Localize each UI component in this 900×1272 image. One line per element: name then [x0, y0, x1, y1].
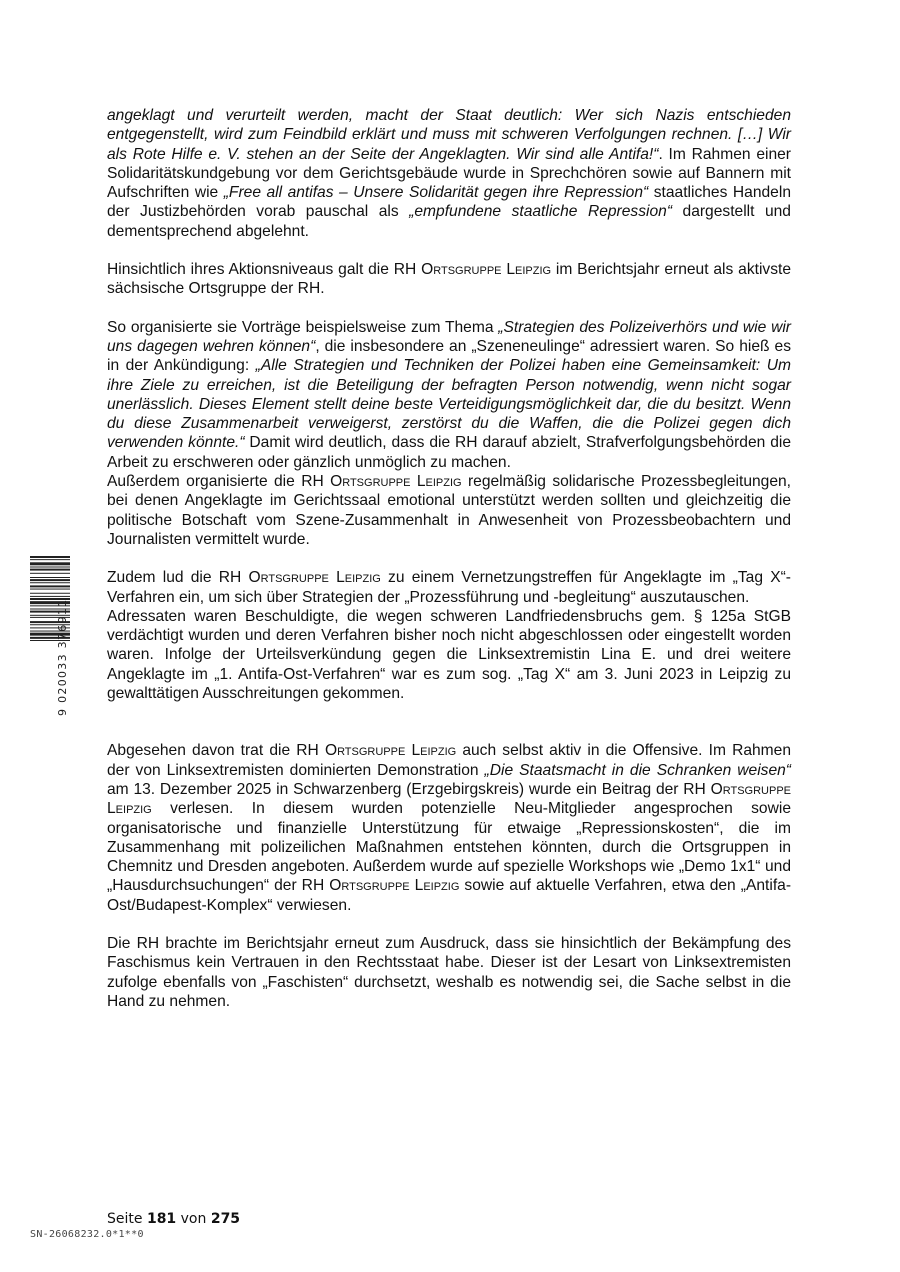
barcode-digits: 9 020033 376911: [56, 598, 69, 716]
barcode-bar: [30, 569, 70, 571]
barcode-bar: [30, 579, 70, 581]
italic-quote: „Alle Strategien und Techniken der Polizei haben eine Gemeinsamkeit: Um ihre Ziele zu erreichen, ist die Beteiligung der befragten Person notwendig, wenn nicht sogar unerlässlich. Dieses Element stellt deine beste Verteidigungsmöglichkeit dar, die du besitzt. Wenn du diese Zusammenarbeit verweigerst, zerstörst du die Waffen, die die Polizei gegen dich verwenden könnte.“: [107, 357, 791, 452]
text-run: dargestellt und dementsprechend abgelehnt.: [107, 203, 791, 240]
text-run: Abgesehen davon trat die RH: [107, 742, 325, 760]
page-current: 181: [146, 1211, 177, 1227]
page-total: 275: [210, 1211, 241, 1227]
paragraph-p5: [107, 568, 791, 607]
barcode-bar: [30, 589, 70, 590]
barcode-bar: [30, 593, 70, 594]
text-run: staatliches Handeln der Justizbehörden vorab pauschal als: [107, 184, 791, 221]
text-run: auch selbst aktiv in die Offensive. Im Rahmen der von Linksextremisten dominierten Demonstration: [107, 742, 792, 779]
paragraph-gap: [107, 915, 791, 934]
barcode-bar: [30, 596, 70, 597]
italic-quote: „empfundene staatliche Repression“: [409, 203, 673, 221]
paragraph-p8: [107, 934, 791, 1011]
text-run: So organisierte sie Vorträge beispielsweise zum Thema: [107, 318, 499, 336]
text-run: , die insbesondere an „Szeneneulinge“ adressiert waren. So hieß es in der Ankündigung:: [107, 337, 792, 375]
text-run: verlesen. In diesem wurden potenzielle Neu-Mitglieder angesprochen sowie organisatorische und finanzielle Unterstützung für etwaige „Repressionskosten“, die im Zusammenhang mit polizeilichen Maßnahmen entstehen könnten, durch die Ortsgruppen in Chemnitz und Dresden angeboten. Außerdem wurde auf spezielle Workshops wie „Demo 1x1“ und „Hausdurchsuchungen“ der RH: [107, 800, 791, 895]
document-id: SN-26068232.0*1**0: [30, 1229, 144, 1240]
paragraph-p3: [107, 318, 791, 472]
text-run: Außerdem organisierte die RH: [107, 473, 331, 491]
text-run: zu einem Vernetzungstreffen für Angeklagte im „Tag X“-Verfahren ein, um sich über Strategien der „Prozessführung und -begleitung“ auszutauschen.: [107, 569, 791, 606]
paragraph-p4: [107, 472, 791, 549]
org-name: Ortsgruppe Leipzig: [330, 473, 462, 491]
paragraph-gap: [107, 299, 791, 318]
barcode-bar: [30, 556, 70, 558]
page-of: von: [180, 1211, 207, 1227]
barcode-bar: [30, 577, 70, 578]
org-name: Ortsgruppe Leipzig: [421, 261, 552, 279]
italic-quote: „Die Staatsmacht in die Schranken weisen“: [484, 761, 791, 779]
italic-quote: „Strategien des Polizeiverhörs und wie wir uns dagegen wehren können“: [107, 318, 791, 355]
barcode-bar: [30, 573, 70, 574]
paragraph-gap: [107, 241, 791, 260]
italic-quote: angeklagt und verurteilt werden, macht der Staat deutlich: Wer sich Nazis entschieden entgegenstellt, wird zum Feindbild erklärt und muss mit schweren Verfolgungen rechnen. […] Wir als Rote Hilfe e. V. stehen an der Seite der Angeklagten. Wir sind alle Antifa!“: [107, 107, 791, 163]
org-name: Ortsgruppe Leipzig: [248, 569, 381, 587]
text-run: Damit wird deutlich, dass die RH darauf abzielt, Strafverfolgungsbehörden die Arbeit zu erschweren oder gänzlich unmöglich zu machen.: [107, 434, 791, 471]
barcode-bar: [30, 585, 70, 587]
paragraph-p6: [107, 607, 791, 703]
text-run: Zudem lud die RH: [107, 569, 249, 587]
text-run: im Berichtsjahr erneut als aktivste sächsische Ortsgruppe der RH.: [107, 261, 792, 298]
text-run: Adressaten waren Beschuldigte, die wegen schweren Landfriedensbruchs gem. § 125a StGB verdächtigt wurden und deren Verfahren bisher noch nicht abgeschlossen oder eingestellt worden waren. Infolge der Urteilsverkündung gegen die Linksextremistin Lina E. und drei weitere Angeklagte im „1. Antifa-Ost-Verfahren“ war es zum sog. „Tag X“ am 3. Juni 2023 in Leipzig zu gewalttätigen Ausschreitungen gekommen.: [107, 607, 791, 703]
barcode-bar: [30, 562, 70, 565]
italic-quote: „Free all antifas – Unsere Solidarität gegen ihre Repression“: [223, 184, 649, 202]
org-name: Ortsgruppe Leipzig: [324, 742, 457, 760]
paragraph-p2: [107, 260, 791, 299]
barcode-bar: [30, 567, 70, 568]
org-name: Ortsgruppe Leipzig: [107, 780, 791, 818]
text-run: am 13. Dezember 2025 in Schwarzenberg (Erzgebirgskreis) wurde ein Beitrag der RH: [107, 780, 711, 798]
text-run: sowie auf aktuelle Verfahren, etwa den „Antifa-Ost/Budapest-Komplex“ verwiesen.: [107, 877, 792, 914]
barcode-bar: [30, 582, 70, 583]
paragraph-p1: [107, 106, 791, 241]
org-name: Ortsgruppe Leipzig: [329, 877, 460, 895]
barcode-bar: [30, 559, 70, 560]
page-footer: [107, 1211, 240, 1227]
page-word: Seite: [107, 1211, 143, 1227]
text-run: Die RH brachte im Berichtsjahr erneut zum Ausdruck, dass sie hinsichtlich der Bekämpfung des Faschismus kein Vertrauen in den Rechtsstaat habe. Dieser ist der Lesart von Linksextremisten zufolge ebenfalls von „Faschisten“ durchsetzt, weshalb es notwendig sei, die Sache selbst in die Hand zu nehmen.: [107, 934, 791, 1010]
paragraph-p7: [107, 741, 791, 915]
paragraph-gap: [107, 549, 791, 568]
document-body: [107, 106, 791, 1011]
text-run: regelmäßig solidarische Prozessbegleitungen, bei denen Angeklagte im Gerichtssaal emotional unterstützt werden sollten und gleichzeitig die politische Botschaft vom Szene-Zusammenhalt in Anwesenheit von Prozessbeobachtern und Journalisten vermittelt wurde.: [107, 473, 792, 548]
text-run: Hinsichtlich ihres Aktionsniveaus galt die RH: [107, 261, 422, 279]
text-run: . Im Rahmen einer Solidaritätskundgebung vor dem Gerichtsgebäude wurde in Sprechchören sowie auf Bannern mit Aufschriften wie: [107, 145, 791, 202]
paragraph-gap: [107, 703, 791, 741]
